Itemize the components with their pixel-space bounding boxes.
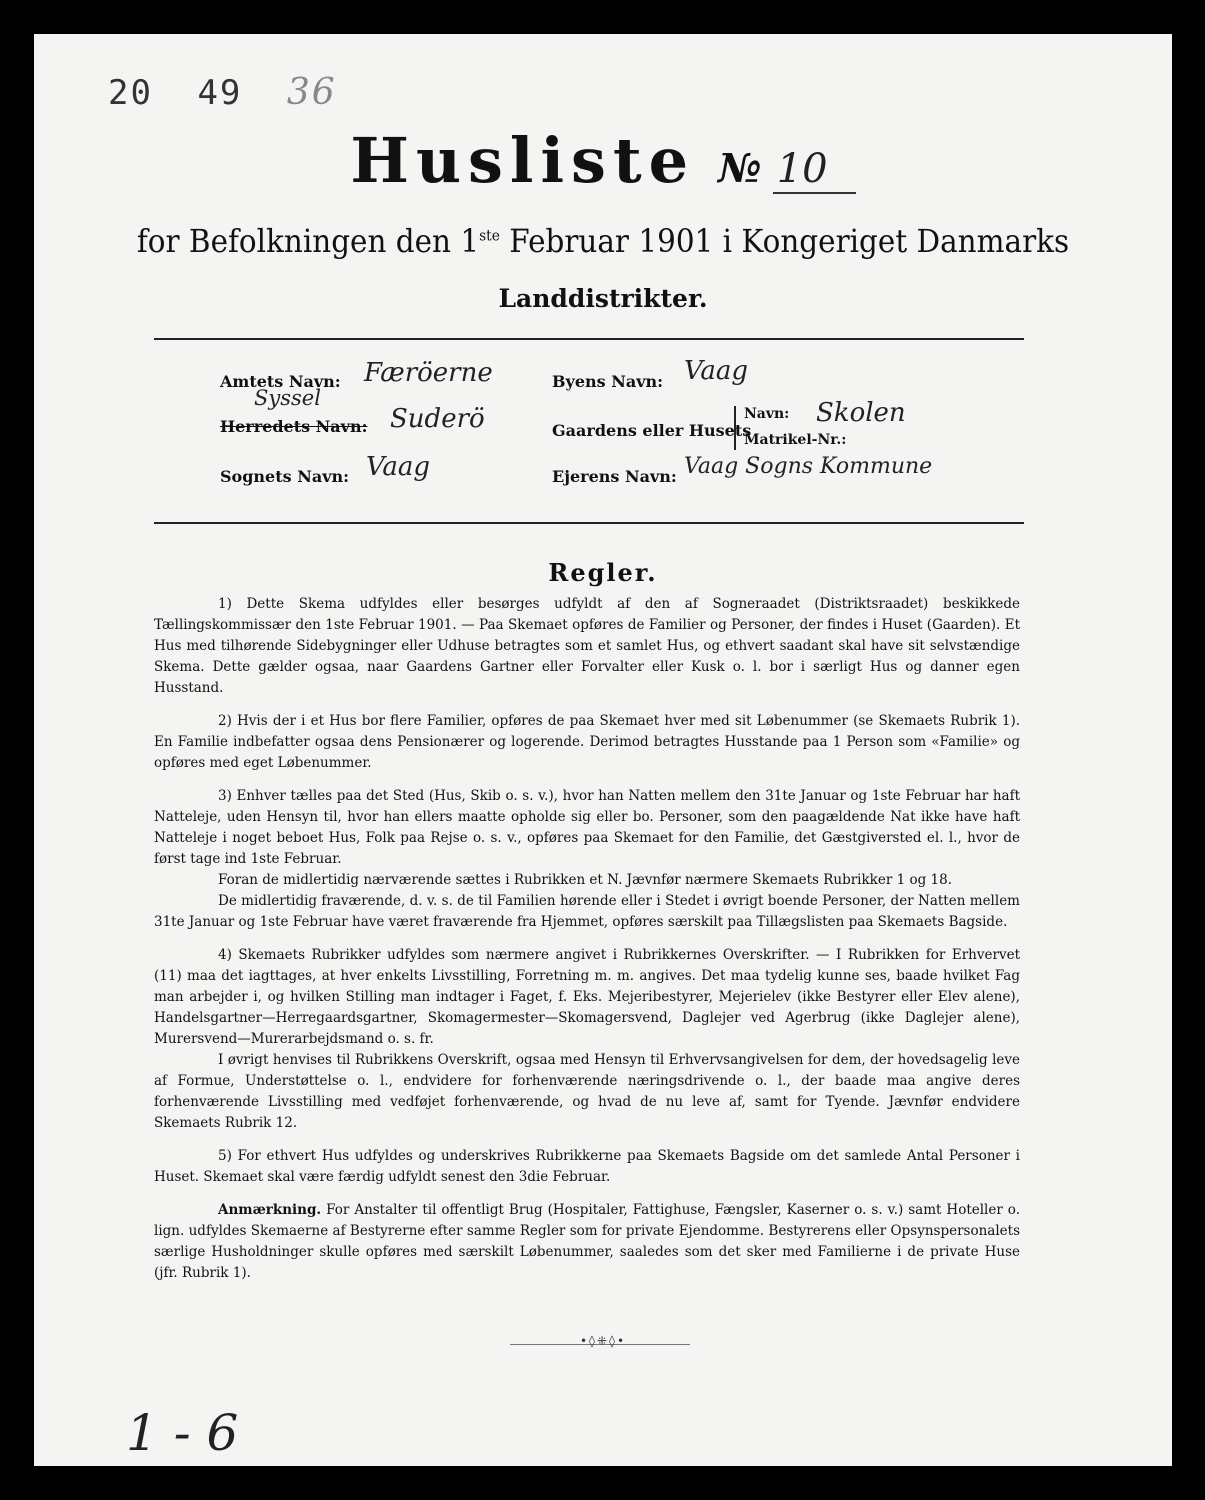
field-brace	[734, 406, 736, 450]
rules-body	[154, 594, 1020, 1284]
rule-1: 1) Dette Skema udfyldes eller besørges udfyldt af den af Sogneraadet (Distriktsraadet) beskikkede Tællingskommissær den 1ste Februar 1901. — Paa Skemaet opføres de Familier og Personer, der findes i Huset (Gaarden). Et Hus med tilhørende Sidebygninger eller Udhuse betragtes som et samlet Hus, og ethvert saadant skal have sit selvstændige Skema. Dette gælder ogsaa, naar Gaardens Gartner eller Forvalter eller Kusk o. l. bor i særligt Hus og danner egen Husstand.	[154, 596, 1020, 696]
ornament: •◊⁜◊•	[579, 1334, 627, 1348]
stamp-number-2: 49	[197, 73, 243, 113]
navn-label: Navn:	[744, 406, 790, 422]
stamp-number-1: 20	[108, 73, 153, 113]
rule-4-continued: I øvrigt henvises til Rubrikkens Overskrift, ogsaa med Hensyn til Erhvervsangivelsen for dem, der hovedsagelig leve af Formue, Understøttelse o. l., endvidere for forhenværende næringsdrivende o. l., der baade maa angive deres forhenværende Livsstilling med vedføjet forhenværende, og hvad de nu leve af, samt for Tyende. Jævnfør endvidere Skemaets Rubrik 12.	[154, 1052, 1020, 1131]
number-label: №	[718, 145, 762, 192]
rules-title: Regler.	[548, 558, 658, 587]
title-row	[34, 124, 1172, 197]
district-type: Landdistrikter.	[498, 284, 708, 313]
bottom-divider	[154, 522, 1024, 524]
herred-correction: Syssel	[254, 386, 321, 410]
census-form-sheet	[34, 34, 1172, 1466]
by-label: Byens Navn:	[552, 372, 664, 391]
rule-2: 2) Hvis der i et Hus bor flere Familier, opføres de paa Skemaet hver med sit Løbenummer (se Skemaets Rubrik 1). En Familie indbefatter ogsaa dens Pensionærer og logerende. Derimod betragtes Husstande paa 1 Person som «Familie» og opføres med eget Løbenummer.	[154, 713, 1020, 771]
ejer-value: Vaag Sogns Kommune	[684, 454, 933, 479]
sogn-value: Vaag	[366, 452, 431, 482]
rule-5: 5) For ethvert Hus udfyldes og underskrives Rubrikkerne paa Skemaets Bagside om det samlede Antal Personer i Huset. Skemaet skal være færdig udfyldt senest den 3die Februar.	[154, 1148, 1020, 1185]
subtitle-part-b: Februar 1901 i Kongeriget Danmarks	[499, 222, 1070, 260]
handwritten-page-note: 1 - 6	[126, 1404, 239, 1462]
form-title: Husliste	[350, 124, 696, 197]
ejer-label: Ejerens Navn:	[552, 467, 677, 486]
sogn-label: Sognets Navn:	[220, 467, 350, 486]
remark-label: Anmærkning.	[218, 1202, 322, 1218]
rule-4: 4) Skemaets Rubrikker udfyldes som nærmere angivet i Rubrikkernes Overskrifter. — I Rubrikken for Erhvervet (11) maa det iagttages, at hver enkelts Livsstilling, Forretning m. m. angives. Det maa tydelig kunne ses, baade hvilket Fag man arbejder i, og hvilken Stilling man indtager i Faget, f. Eks. Mejeribestyrer, Mejerielev (ikke Bestyrer eller Elev alene), Handelsgartner—Herregaardsgartner, Skomagermester—Skomagersvend, Daglejer ved Agerbrug (ikke Daglejer alene), Murersvend—Murerarbejdsmand o. s. fr.	[154, 947, 1020, 1047]
archive-stamp-numbers	[108, 72, 359, 113]
remark	[154, 1200, 1020, 1284]
form-subtitle	[80, 222, 1127, 260]
subtitle-part-a: for Befolkningen den 1	[136, 222, 480, 260]
remark-text: For Anstalter til offentligt Brug (Hospitaler, Fattighuse, Fængsler, Kaserner o. s. v.) samt Hoteller o. lign. udfyldes Skemaerne af Bestyrerne efter samme Regler som for private Ejendomme. Bestyrerens eller Opsynspersonalets særlige Husholdninger skulle opføres med særskilt Løbenummer, saaledes som det sker med Familierne i de private Huse (jfr. Rubrik 1).	[154, 1202, 1020, 1281]
by-value: Vaag	[684, 356, 749, 386]
herred-label: Herredets Navn:	[220, 417, 368, 436]
amt-value: Færöerne	[364, 358, 493, 388]
top-divider	[154, 338, 1024, 340]
rule-3-absent: De midlertidig fraværende, d. v. s. de til Familien hørende eller i Stedet i øvrigt boende Personer, der Natten mellem 31te Januar og 1ste Februar have været fraværende fra Hjemmet, opføres særskilt paa Tillægslisten paa Skemaets Bagside.	[154, 893, 1020, 930]
gaard-label: Gaardens eller Husets	[552, 421, 752, 440]
list-number: 10	[773, 146, 856, 194]
stamp-number-3: 36	[286, 72, 337, 113]
rule-3-continued: Foran de midlertidig nærværende sættes i Rubrikken et N. Jævnfør nærmere Skemaets Rubrikker 1 og 18.	[218, 872, 952, 888]
navn-value: Skolen	[816, 398, 906, 428]
amt-label: Amtets Navn:	[220, 372, 341, 391]
herred-value: Suderö	[390, 404, 485, 434]
rule-3: 3) Enhver tælles paa det Sted (Hus, Skib o. s. v.), hvor han Natten mellem den 31te Januar og 1ste Februar har haft Natteleje, uden Hensyn til, hvor han ellers maatte opholde sig eller bo. Personer, som den paagældende Nat ikke have haft Natteleje i noget beboet Hus, Folk paa Rejse o. s. v., opføres paa Skemaet for den Familie, det Gæstgiversted el. l., hvor de først tage ind 1ste Februar.	[154, 788, 1020, 867]
subtitle-superscript: ste	[479, 226, 500, 245]
matrikel-label: Matrikel-Nr.:	[744, 432, 847, 448]
